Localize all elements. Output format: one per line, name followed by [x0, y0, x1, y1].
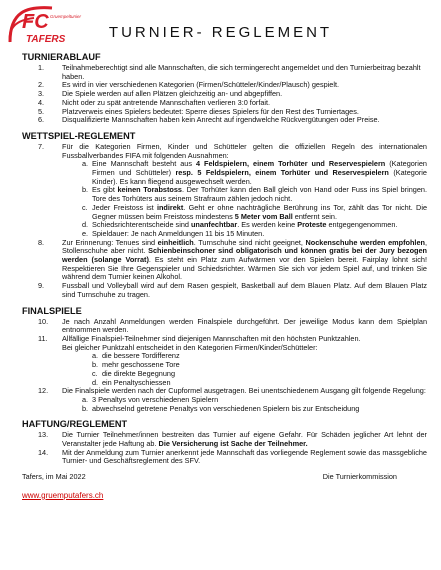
sub-rule: d. Schiedsrichterentscheide sind unanfechtbar. Es werden keine Proteste entgegengenommen.: [82, 220, 398, 230]
rule-item-12: 12. Die Finalspiele werden nach der Cupformel ausgetragen. Bei unentschiedenem Ausgang gilt folgende Regelung: a. 3 Penaltys von verschiedenen Spielern b. abwechselnd getretene Penaltys von verschiedenen Spielern bis zur Entscheidung: [38, 386, 426, 413]
sub-rule: c. die direkte Begegnung: [92, 368, 176, 378]
footer: [22, 473, 427, 482]
sub-rule: b. Es gibt keinen Torabstoss. Der Torhüter kann den Ball gleich von Hand oder Fuss ins Spiel bringen. Tore des Torhüters aus seinem Strafraum zählen jedoch nicht.: [82, 185, 427, 204]
sub-rule: a. 3 Penaltys von verschiedenen Spielern: [82, 394, 219, 404]
svg-text:Gruempeltunier: Gruempeltunier: [50, 14, 82, 19]
section-heading-haftung: HAFTUNG/REGLEMENT: [22, 419, 128, 430]
rule-item: 4. Nicht oder zu spät antretende Mannschaften verlieren 3:0 forfait.: [38, 97, 271, 107]
sub-rule: a. die bessere Tordifferenz: [92, 351, 180, 361]
rule-item: 1. Teilnahmeberechtigt sind alle Mannschaften, die sich termingerecht angemeldet und den Turnierbeitrag bezahlt haben.: [38, 63, 421, 81]
rule-item: 5. Platzverweis eines Spielers bedeutet: Sperre dieses Spielers für den Rest des Turniertages.: [38, 106, 359, 116]
section-heading-turnierablauf: TURNIERABLAUF: [22, 52, 101, 62]
sub-rule: b. mehr geschossene Tore: [92, 360, 180, 370]
website-link[interactable]: www.gruemputafers.ch: [22, 490, 104, 500]
place-date: Tafers, im Mai 2022: [22, 472, 86, 482]
rule-item-9: 9. Fussball und Volleyball wird auf dem Rasen gespielt, Basketball auf dem Blauen Platz. Auf dem Blauen Platz sind Turnschuhe zu tragen.: [38, 281, 427, 299]
section-heading-wettspiel: WETTSPIEL-REGLEMENT: [22, 130, 136, 141]
rule-item-11: 11. Allfällige Finalspiel-Teilnehmer sind diejenigen Mannschaften mit den höchsten Punktzahlen. Bei gleicher Punktzahl entscheidet in den Kategorien Firmen/Kinder/Schütteler: a. die bessere Tordifferenz b. mehr geschossene Tore c. die direkte Begegnung d. ein Penaltyschiessen: [22, 335, 427, 387]
sub-rule: a. Eine Mannschaft besteht aus 4 Feldspielern, einem Torhüter und Reservespielern (Kategorien Firmen und Schütteler) resp. 5 Feldspielern, einem Torhüter und Reservespielern (Kategorie Kinder). Es kann fliegend ausgewechselt werden.: [82, 159, 427, 186]
rule-item: 3. Die Spiele werden auf allen Plätzen gleichzeitig an- und abgepfiffen.: [38, 89, 283, 99]
rule-item-14: 14. Mit der Anmeldung zum Turnier anerkennt jede Mannschaft das vorliegende Reglement sowie das massgebliche Turnier- und Geschäftsreglement des SFV.: [38, 447, 427, 466]
svg-text:TAFERS: TAFERS: [26, 34, 66, 45]
page-title: TURNIER- REGLEMENT: [108, 24, 333, 41]
sub-rule: d. ein Penaltyschiessen: [92, 377, 171, 387]
rule-item: 2. Es wird in vier verschiedenen Kategorien (Firmen/Schütteler/Kinder/Plausch) gespielt.: [38, 80, 340, 90]
rule-item-8: 8. Zur Erinnerung: Tenues sind einheitlich. Turnschuhe sind nicht geeignet, Nockenschuhe werden empfohlen, Stollenschuhe aber nicht. Schienbeinschoner sind obligatorisch und können gratis bei der Jury bezogen werden (solange Vorrat). Es steht ein Platz zum Aufwärmen vor den Spielen bereit. Fairplay lohnt sich! Respektieren Sie Ihre Gegenspieler und Schiedsrichter. Wärmen Sie sich vor jedem Spiel auf, und trinken Sie während dem Turnier keinen Alkohol.: [38, 237, 427, 282]
signature: Die Turnierkommission: [322, 472, 397, 482]
sub-rule: b. abwechselnd getretene Penaltys von verschiedenen Spielern bis zur Entscheidung: [82, 403, 360, 413]
rule-item-10: 10. Je nach Anzahl Anmeldungen werden Finalspiele durchgeführt. Der jeweilige Modus kann dem Spielplan entnommen werden.: [38, 316, 427, 335]
regulations-body: [22, 48, 427, 501]
svg-text:FC: FC: [22, 11, 49, 33]
rule-item: 6. Disqualifizierte Mannschaften haben kein Anrecht auf irgendwelche Rückvergütungen oder Preise.: [38, 115, 380, 125]
section-heading-finalspiele: FINALSPIELE: [22, 305, 82, 316]
rule-item-13: 13. Die Turnier Teilnehmer/innen bestreiten das Turnier auf eigene Gefahr. Für Schäden jeglicher Art lehnt der Veranstalter jede Haftung ab. Die Versicherung ist Sache der Teilnehmer.: [38, 430, 427, 449]
rule-item-7: 7. Für die Kategorien Firmen, Kinder und Schütteler gelten die offiziellen Regeln des internationalen Fussballverbandes FIFA mit folgenden Ausnahmen: a. Eine Mannschaft besteht aus 4 Feldspielern, einem Torhüter und Reservespielern (Kategorien Firmen und Schütteler) resp. 5 Feldspielern, einem Torhüter und Reservespielern (Kategorie Kinder). Es kann fliegend ausgewechselt werden. b. Es gibt keinen Torabstoss. Der Torhüter kann den Ball gleich von Hand oder Fuss ins Spiel bringen. Tore des Torhüters aus seinem Strafraum zählen jedoch nicht. c. Jeder Freistoss ist indirekt. Geht er ohne nachträgliche Berührung ins Tor, zählt das Tor nicht. Die Gegner müssen beim Freistoss mindestens 5 Meter vom Ball entfernt sein. d. Schiedsrichterentscheide sind unanfechtbar. Es werden keine Proteste entgegengenommen. e. Spieldauer: Je nach Anmeldungen 11 bis 15 Minuten.: [38, 141, 428, 238]
sub-rule: c. Jeder Freistoss ist indirekt. Geht er ohne nachträgliche Berührung ins Tor, zählt das Tor nicht. Die Gegner müssen beim Freistoss mindestens 5 Meter vom Ball entfernt sein.: [82, 202, 428, 221]
sub-rule: e. Spieldauer: Je nach Anmeldungen 11 bis 15 Minuten.: [82, 228, 265, 238]
